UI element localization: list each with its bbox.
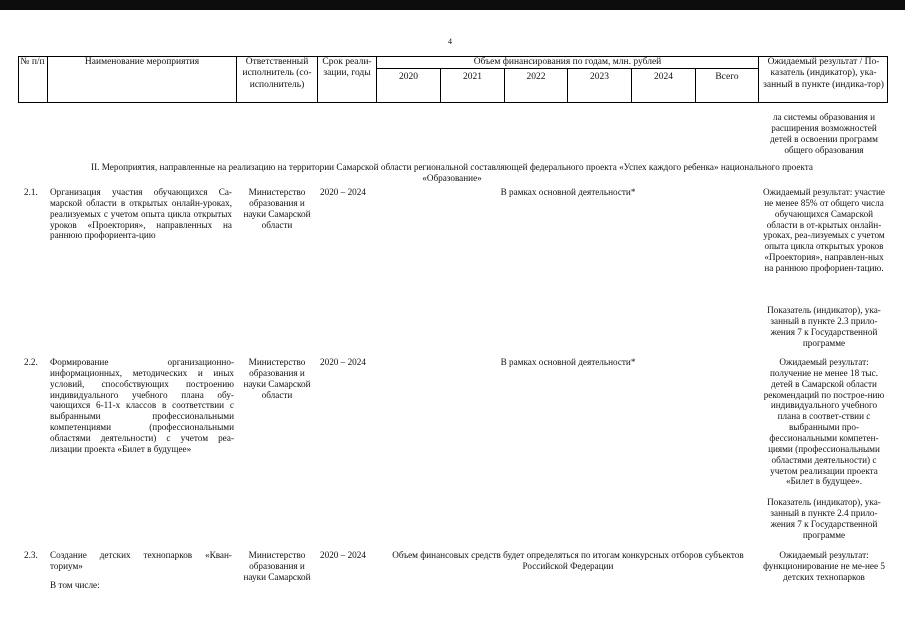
- row-indicator: Показатель (индикатор), ука-занный в пункте 2.3 прило-жения 7 к Государственной программе: [767, 305, 881, 348]
- page-number: 4: [448, 37, 452, 46]
- header-funding: Объем финансирования по годам, млн. рублей: [473, 57, 662, 67]
- header-year-2020: 2020: [399, 72, 418, 82]
- row-responsible: Министерство образования и науки Самарской области: [243, 187, 311, 230]
- top-border-bar: [0, 0, 905, 10]
- header-result: Ожидаемый результат / По-казатель (индикатор), ука-занный в пункте (индика-тор): [763, 57, 884, 90]
- row-number: 2.2.: [24, 357, 38, 367]
- header-year-2024: 2024: [654, 72, 673, 82]
- header-year-2021: 2021: [463, 72, 482, 82]
- row-term: 2020 – 2024: [320, 187, 366, 197]
- row-name: Организация участия обучающихся Са-марской области в открытых онлайн-уроках, реализуемых с учетом опыта цикла открытых уроков «Проектория», направленных на раннюю профориента-цию: [50, 187, 232, 241]
- header-name: Наименование мероприятия: [84, 57, 200, 67]
- row-result: Ожидаемый результат: получение не менее 18 тыс. детей в Самарской области рекомендаций по построе-нию индивидуального учебного плана в соответ-ствии с выбранными про-фессиональными компетен-циями (профессиональными областями деятельности) с учетом реализации проекта «Билет в будущее».: [763, 357, 885, 487]
- header-term: Срок реали-зации, годы: [322, 57, 372, 79]
- row-name: Формирование организационно-информационных, методических и иных условий, способствующих построению индивидуального учебного плана обу-чающихся 6-11-х классов в соответствии с выбранными профессиональными компетенциями (профессиональными областями деятельности) с учетом реа-лизации проекта «Билет в будущее»: [50, 357, 234, 454]
- row-funding: В рамках основной деятельности*: [500, 187, 636, 197]
- row-indicator: Показатель (индикатор), ука-занный в пункте 2.4 прило-жения 7 к Государственной программе: [767, 497, 881, 540]
- carryover-result-text: ла системы образования и расширения возможностей детей в освоении программ общего образования: [770, 112, 878, 155]
- header-num: № п/п: [20, 57, 45, 67]
- row-responsible: Министерство образования и науки Самарской: [243, 550, 311, 582]
- row-number: 2.1.: [24, 187, 38, 197]
- row-result: Ожидаемый результат: участие не менее 85% от общего числа обучающихся Самарской области в от-крытых онлайн-уроках, реа-лизуемых с учетом опыта цикла открытых уроков «Проектория», направлен-ных на раннюю профориен-тацию.: [763, 187, 885, 274]
- header-total: Всего: [715, 72, 739, 82]
- row-term: 2020 – 2024: [320, 550, 366, 560]
- row-name: Создание детских технопарков «Кван-ториум»: [50, 550, 232, 571]
- header-responsible: Ответственный исполнитель (со-исполнитель): [242, 57, 312, 90]
- row-term: 2020 – 2024: [320, 357, 366, 367]
- row-funding: В рамках основной деятельности*: [500, 357, 636, 367]
- row-result: Ожидаемый результат: функционирование не ме-нее 5 детских технопарков: [763, 550, 885, 582]
- header-year-2022: 2022: [526, 72, 546, 82]
- header-year-2023: 2023: [590, 72, 609, 82]
- section-heading: II. Мероприятия, направленные на реализацию на территории Самарской области региональной составляющей федерального проекта «Успех каждого ребенка» национального проекта «Образование»: [91, 162, 813, 183]
- row-subtitle: В том числе:: [50, 580, 100, 590]
- row-funding: Объем финансовых средств будет определяться по итогам конкурсных отборов субъектов Российской Федерации: [392, 550, 744, 571]
- row-number: 2.3.: [24, 550, 38, 560]
- row-responsible: Министерство образования и науки Самарской области: [243, 357, 311, 400]
